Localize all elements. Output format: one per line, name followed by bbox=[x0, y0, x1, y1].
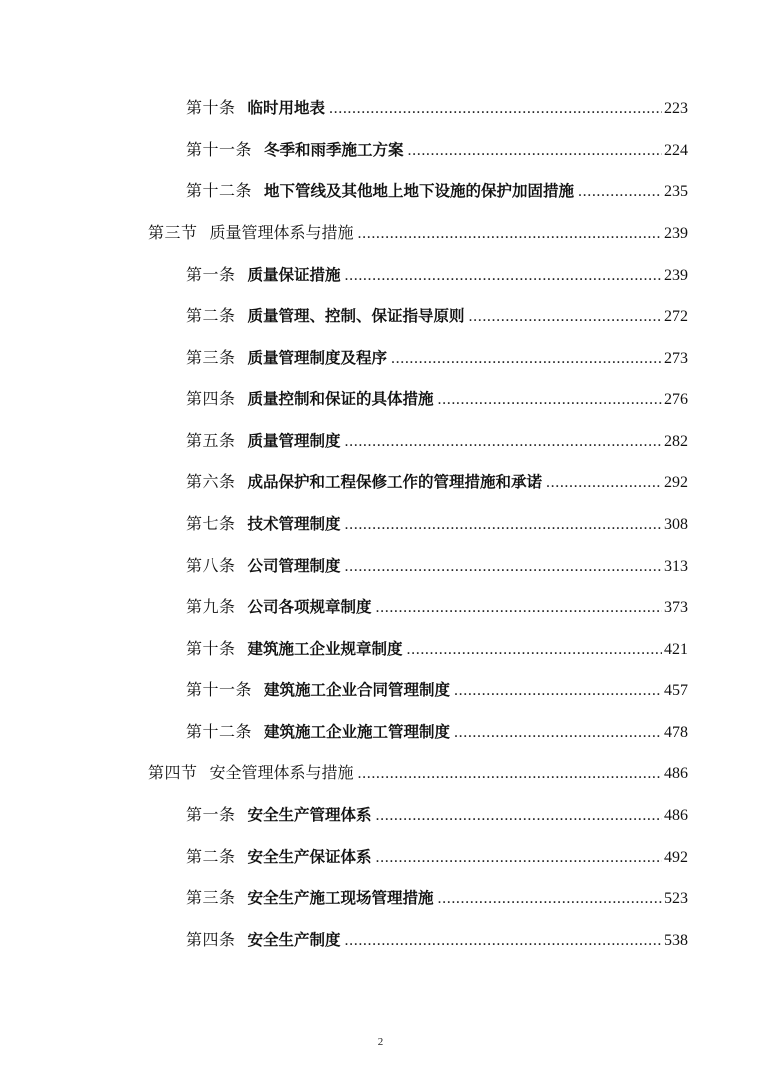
toc-entry-page: 276 bbox=[664, 391, 688, 408]
toc-entry[interactable] bbox=[186, 471, 688, 494]
toc-entry-page: 486 bbox=[664, 807, 688, 824]
toc-leader-dots bbox=[578, 181, 662, 203]
toc-leader-dots bbox=[376, 805, 662, 827]
toc-entry-number: 第一条 bbox=[186, 267, 236, 284]
toc-entry[interactable] bbox=[186, 638, 688, 661]
toc-entry[interactable] bbox=[186, 430, 688, 453]
toc-leader-dots bbox=[454, 722, 662, 744]
toc-entry[interactable] bbox=[186, 264, 688, 287]
toc-entry-page: 239 bbox=[664, 225, 688, 242]
toc-entry-number: 第八条 bbox=[186, 558, 236, 575]
toc-entry-page: 272 bbox=[664, 308, 688, 325]
toc-leader-dots bbox=[454, 680, 662, 702]
toc-entry-page: 492 bbox=[664, 849, 688, 866]
toc-entry-title: 质量控制和保证的具体措施 bbox=[247, 390, 434, 408]
toc-entry-number: 第四条 bbox=[186, 932, 236, 949]
toc-entry-page: 538 bbox=[664, 932, 688, 949]
toc-entry-title: 安全生产管理体系 bbox=[247, 806, 372, 824]
toc-entry-title: 技术管理制度 bbox=[247, 515, 341, 533]
toc-entry-number: 第二条 bbox=[186, 849, 236, 866]
toc-entry-number: 第七条 bbox=[186, 516, 236, 533]
toc-entry-number: 第十二条 bbox=[186, 724, 253, 741]
toc-entry[interactable] bbox=[186, 721, 688, 744]
toc-leader-dots bbox=[329, 98, 662, 120]
toc-entry-page: 486 bbox=[664, 765, 688, 782]
toc-entry-page: 523 bbox=[664, 890, 688, 907]
toc-leader-dots bbox=[408, 140, 662, 162]
toc-entry-page: 239 bbox=[664, 267, 688, 284]
toc-leader-dots bbox=[345, 556, 662, 578]
toc-entry-title: 安全生产保证体系 bbox=[247, 848, 372, 866]
toc-entry-page: 478 bbox=[664, 724, 688, 741]
toc-leader-dots bbox=[438, 888, 662, 910]
toc-entry-page: 313 bbox=[664, 558, 688, 575]
toc-entry-title: 安全管理体系与措施 bbox=[209, 763, 354, 782]
toc-entry-title: 冬季和雨季施工方案 bbox=[264, 141, 404, 159]
toc-leader-dots bbox=[358, 223, 662, 245]
toc-entry-page: 457 bbox=[664, 682, 688, 699]
toc-entry-title: 质量管理制度 bbox=[247, 432, 341, 450]
toc-leader-dots bbox=[376, 597, 662, 619]
toc-entry-number: 第十条 bbox=[186, 100, 236, 117]
toc-leader-dots bbox=[345, 930, 662, 952]
toc-entry[interactable] bbox=[186, 388, 688, 411]
toc-entry-number: 第一条 bbox=[186, 807, 236, 824]
toc-entry-title: 质量管理制度及程序 bbox=[247, 349, 388, 367]
toc-entry-number: 第四条 bbox=[186, 391, 236, 408]
toc-leader-dots bbox=[345, 265, 662, 287]
toc-entry-title: 安全生产制度 bbox=[247, 931, 341, 949]
toc-entry-number: 第三条 bbox=[186, 350, 236, 367]
toc-entry-page: 308 bbox=[664, 516, 688, 533]
toc-entry-number: 第三条 bbox=[186, 890, 236, 907]
page-number: 2 bbox=[377, 1036, 384, 1048]
toc-entry-title: 质量管理体系与措施 bbox=[209, 223, 354, 242]
toc-entry-title: 地下管线及其他地上地下设施的保护加固措施 bbox=[264, 182, 575, 200]
toc-entry-number: 第十一条 bbox=[186, 142, 253, 159]
toc-leader-dots bbox=[407, 639, 662, 661]
toc-leader-dots bbox=[358, 763, 662, 785]
toc-entry[interactable] bbox=[186, 596, 688, 619]
toc-entry-title: 建筑施工企业规章制度 bbox=[247, 640, 403, 658]
toc-entry-page: 224 bbox=[664, 142, 688, 159]
toc-entry-page: 235 bbox=[664, 183, 688, 200]
toc-leader-dots bbox=[469, 306, 662, 328]
toc-entry[interactable] bbox=[186, 305, 688, 328]
toc-entry[interactable] bbox=[186, 804, 688, 827]
toc-entry[interactable] bbox=[186, 846, 688, 869]
toc-entry[interactable] bbox=[186, 97, 688, 120]
toc-entry[interactable] bbox=[186, 679, 688, 702]
toc-entry-number: 第四节 bbox=[148, 765, 198, 782]
toc-entry-page: 273 bbox=[664, 350, 688, 367]
toc-entry-title: 建筑施工企业合同管理制度 bbox=[264, 681, 451, 699]
toc-leader-dots bbox=[438, 389, 662, 411]
toc-entry-page: 282 bbox=[664, 433, 688, 450]
toc-entry-title: 公司管理制度 bbox=[247, 557, 341, 575]
toc-entry-number: 第十条 bbox=[186, 641, 236, 658]
toc-entry[interactable] bbox=[186, 180, 688, 203]
toc-leader-dots bbox=[376, 847, 662, 869]
toc-section-entry[interactable] bbox=[148, 222, 688, 245]
toc-entry[interactable] bbox=[186, 139, 688, 162]
toc-entry-number: 第六条 bbox=[186, 474, 236, 491]
toc-entry[interactable] bbox=[186, 555, 688, 578]
toc-leader-dots bbox=[345, 431, 662, 453]
toc-entry-page: 223 bbox=[664, 100, 688, 117]
toc-entry-title: 临时用地表 bbox=[247, 99, 326, 117]
toc-entry-number: 第十二条 bbox=[186, 183, 253, 200]
toc-entry-page: 373 bbox=[664, 599, 688, 616]
toc-entry-page: 421 bbox=[664, 641, 688, 658]
toc-entry[interactable] bbox=[186, 929, 688, 952]
toc-entry-page: 292 bbox=[664, 474, 688, 491]
toc-entry-title: 质量管理、控制、保证指导原则 bbox=[247, 307, 465, 325]
toc-entry-number: 第二条 bbox=[186, 308, 236, 325]
toc-entry-title: 建筑施工企业施工管理制度 bbox=[264, 723, 451, 741]
toc-entry[interactable] bbox=[186, 347, 688, 370]
toc-entry-title: 质量保证措施 bbox=[247, 266, 341, 284]
toc-leader-dots bbox=[546, 472, 662, 494]
toc-entry-number: 第九条 bbox=[186, 599, 236, 616]
toc-entry-title: 公司各项规章制度 bbox=[247, 598, 372, 616]
toc-entry[interactable] bbox=[186, 887, 688, 910]
toc-leader-dots bbox=[391, 348, 662, 370]
toc-entry[interactable] bbox=[186, 513, 688, 536]
toc-entry-number: 第十一条 bbox=[186, 682, 253, 699]
toc-entry-title: 成品保护和工程保修工作的管理措施和承诺 bbox=[247, 473, 543, 491]
toc-entry-number: 第三节 bbox=[148, 225, 198, 242]
toc-entry-title: 安全生产施工现场管理措施 bbox=[247, 889, 434, 907]
toc-entry-number: 第五条 bbox=[186, 433, 236, 450]
toc-leader-dots bbox=[345, 514, 662, 536]
toc-section-entry[interactable] bbox=[148, 762, 688, 785]
